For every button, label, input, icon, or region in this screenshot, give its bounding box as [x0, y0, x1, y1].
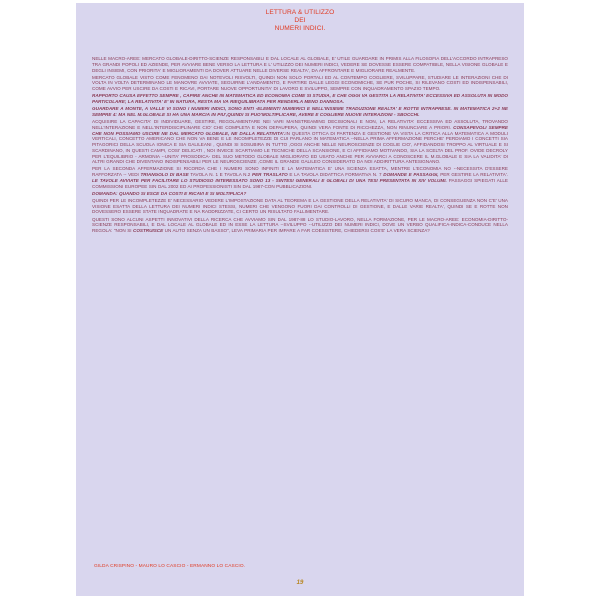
- body-paragraph: [92, 75, 508, 92]
- title-line-1: LETTURA & UTILIZZO: [265, 9, 335, 16]
- emphasis-text: RAPPORTO CAUSA EFFETTO SEMPRE , CAPIRE ANCHE IN MATEMATICA ED ECONOMIA COME SI STUDIA, E CHE OGGI VA GESTITA LA RELATIVITA' ECCESSIVA ED ASSOLUTA IN MODO PARTICOLARE; LA RELATIVITA' E' IN NATURA, RESTA MA VA RIEQUILIBRATA PER RENDERLA MENO DANNOSA.: [92, 93, 508, 105]
- body-text: [92, 56, 508, 235]
- paragraph-text: UN AUTO SENZA UN BASSO", LEVA PRIMARIA PER IMPARE A FAR COESISTERE, CHIEDERSI COS'E' LA VERA SCIENZA?: [163, 228, 430, 234]
- body-paragraph: [92, 217, 508, 234]
- emphasis-text: DOMANDE E PASSAGGI,: [383, 172, 439, 178]
- paragraph-text: PASSAGGI SPIEGATI ALLE COMMISSIONI EUROPEE SIN DAL 2002 ED AI PROFESSIONISTI SIN DAL 1987-CON PUBBLICAZIONI.: [92, 177, 508, 189]
- emphasis-text: LE TAVOLE AVVIATE PER FACILITARE LO STUDIOSO INTERESSATO SONO 13 - SINTESI GENERALI E GLOBALI DI UNA TESI PRESENTATA IN XIV VOLUMI.: [92, 177, 447, 183]
- title-line-3: NUMERI INDICI.: [274, 24, 326, 32]
- authors-credit: GILDA CRISPINO - MAURO LO CASCIO - ERMANNO LO CASCIO.: [94, 564, 246, 569]
- paragraph-text: QUINDI PER LE INCOMPLETEZZE E' NECESSARIO VEDERE L'IMPOSTAZIONE DATA AL TEOREMA E LA GESTIONE DELLA RELATIVITA' DI SICURO MANCA, DI CONSEGUENZA NON C'E' UNA VISIONE ESATTA DELLA LETTURA DEI NUMERI INDICI STESSI, NUMERI CHE VENGONO FUORI DAI CONTROLLI DI GESTIONE, E DALLE VARIE REALTA', QUINDI SE E ROTTE NON DOVESSERO ESSERE STATE INQUADRATE E NA RADDRIZZATE, CI CERTO UN RISULTATO FALLIMENTARE.: [92, 197, 508, 215]
- emphasis-text: DOMANDA: QUANDO SI ESCE DA COSTI E RICAVI E SI MOLTIPLICA?: [92, 190, 247, 196]
- emphasis-text: CONSAPEVOLI SEMPRE CHE NON POSSIAMO USCIRE NE DAL MERCATO GLOBALE, NE DALLA RELATIVITA'.: [92, 124, 508, 136]
- body-paragraph: [92, 56, 508, 73]
- body-paragraph: [92, 191, 508, 197]
- body-paragraph: [92, 106, 508, 118]
- paragraph-text: TAVOLA N. 1 E TAVOLA N.2: [188, 172, 252, 178]
- paragraph-text: PER GESTIRE LA RELATIVITA'.: [438, 172, 508, 178]
- title-line-2: DEI: [294, 16, 306, 24]
- document-page: [76, 3, 524, 596]
- paragraph-text: MERCATO GLOBALE VISTO COME FENOMENO DAI NOTEVOLI RISVOLTI, QUINDI NON SOLO PORTALI ED AL CONTEMPO COGLIERE, SVILUPPARE, STUDIARE LE INTERAZIONI CHE DI VOLTA IN VOLTA DETERMINANO LE MANOVRE AVVIATE, SEGUIRNE L'ANDAMENTO, E PARTIRE DALLE LEGGI ECONOMICHE, SE PUR POCHE, SI RILEVANO COSTI ED INDISPENSABILI, COME AVVIO PER USCIRE DA COSTI E RICAVI, PORTARE NUOVE OPPORTUNITA' DI LAVORO E SVILUPPO, SEMPRE CON INQUADRAMENTO SPAZIO TEMPO.: [92, 74, 508, 92]
- body-paragraph: [92, 93, 508, 105]
- paragraph-text: NELLE MACRO-AREE: MERCATO GLOBALE-DIRITTO-SCIENZE RESPONSABILI E DAL LOCALE AL GLOBALE, E' UTILE GUARDARE IN PRIMIS ALLA FILOSOFIA DELL'ACCORDO INTRAPRESO TRA GRANDI POPOLI ED AZIENDE, PER AVVIARE BENE VERSO LA LETTURA E L' UTILIZZO DEI NUMERI INDICI, VEDERE SE DOVESSE ESSERE COMPATIBILE, NELLA VISIONE GLOBALE E DEGLI INSIEMI, CON PRIORITA' E MIGLIORAMENTI DA DOVER ATTUARE NELLE DIVERSE REALTA', DA AFFRONTARE E MIGLIORARE REALMENTE.: [92, 56, 508, 73]
- paragraph-text: E LA TAVOLA DIDATTICA FORMATIVA N. 7: [287, 172, 384, 178]
- page-number: 19: [296, 580, 304, 586]
- body-paragraph: [92, 166, 508, 189]
- emphasis-text: TRIANGOLO DI BASE: [140, 172, 189, 178]
- body-paragraph: [92, 119, 508, 165]
- paragraph-text: PER LA SECONDA AFFERMAZIONE SI RICORDA CHE I NUMERI SONO INFINITI E LA MATEMATICA E' UNA SCIENZA ESATTA, MENTRE L'ECONOMIA NO --NECESSITA D'ESSERE RAFFORZATA -- VEDI: [92, 166, 508, 178]
- emphasis-text: PER TRASLATO: [252, 172, 288, 178]
- page-title: [76, 9, 524, 32]
- paragraph-text: ACQUISIRE LA CAPACITA' DI INDIVIDUARE, GESTIRE, REGOLAMENTARE NEI VARI MAINSTREAMING DECISIONALI E NON, LA RELATIVITA' ECCESSIVA ED ASSOLUTA, TROVANDO NELL'INTERAZIONE E NELL'INTERDISCIPLINARE CIO' CHE COMPLETA E NON DEPAUPERA, QUINDI VERA FONTE DI RICCHEZZA, NON RINUNCIARE A PRIORI.: [92, 119, 508, 130]
- paragraph-text: QUESTI SONO ALCUNI ASPETTI INNOVATIVI DELLA RICERCA CHE AVVIAMO SIN DAL 1987-88 LO STUDIO-LAVORO, NELLA FORMAZIONE, PER LE MACRO-AREE: ECONOMIA-DIRITTO-SCIENZE RESPONSABILI, E DAL LOCALE AL GLOBALE ED IN ESSE LA LETTURA --SVILUPPO --UTILIZZO DEI NUMERI INDICI, DOVE UN VERBO QUALIFICA-INDICA-CONDUCE NELLA REGOLA: "NON SI: [92, 216, 508, 234]
- emphasis-text: GUARDARE A MONTE, A VALLE VI SONO I NUMERI INDICI, SONO ENTI -ELEMENTI NUMERICI E NELL'INSIEME TRADUZIONE REALTA' E ROTTE INTRAPRESE. IN MATEMATICA 2+2 NE SEMPRE 4: MA NEL M.GLOBALE SI HA UNA MARCIA IN PIU',QUINDI SI PUO'MOLTIPLICARE, AVERE E COGLIERE NUOVE INTERAZIONI - SBOCCHI.: [92, 106, 508, 117]
- emphasis-text: COSTRUISCE: [133, 228, 164, 234]
- body-paragraph: [92, 198, 508, 215]
- paragraph-text: IN QUESTA OTTICA DI PARTENZA E GESTIONE VA VISTA LA CRITICA ALLA MATEMATICA A MODULI VERTICALI, CONCETTO AMERICANO CHE NON VA BENE E LE INCOMPLETEZZE DI CUI PARLANO IN MATEMATICA --NELLA PRIMA AFFERMAZIONE PERCHE' PERDIAMO I CONCETTI SIA PITAGORICI DELLA SCUOLA IONICA E SIA GALILEANI , QUINDI SI SOSUBIRA IN TUTTO ,OGGI ANCHE NELLE NEUROSCIENZE DI COGLIE CIO', AFFIDANDOSI TROPPO AL VIRTUALE E SI SCARDINANO, IN QUESTI CAMPI, COSI' DELICATI , NOI INVECE SCARTIAMO LE TECNICHE DELLA SCANSIONE, E CI AFFIDIAMO MOTIVANDO, SIA LA SCELTA DEL PROF. OVIDE DECROLY PER L'EQUILIBRIO - ARMONIA --UNITA' PROSODICA- DEL SUO METODO GLOBALE MIGLIORATO ED USATO ANCHE PER AVVIARCI A CONOSCERE IL M.GLOBALE E SIA LA VALIDITA' DI ALTRI GRANDI CHE DIVENTANO INDISPENSABILI PER LE NEUROSCIENZE ,COME IL GRANDE GALILEO CONSIDERATO DA NOI ADDIRITTURA ANTESIGNANO.: [92, 130, 508, 165]
